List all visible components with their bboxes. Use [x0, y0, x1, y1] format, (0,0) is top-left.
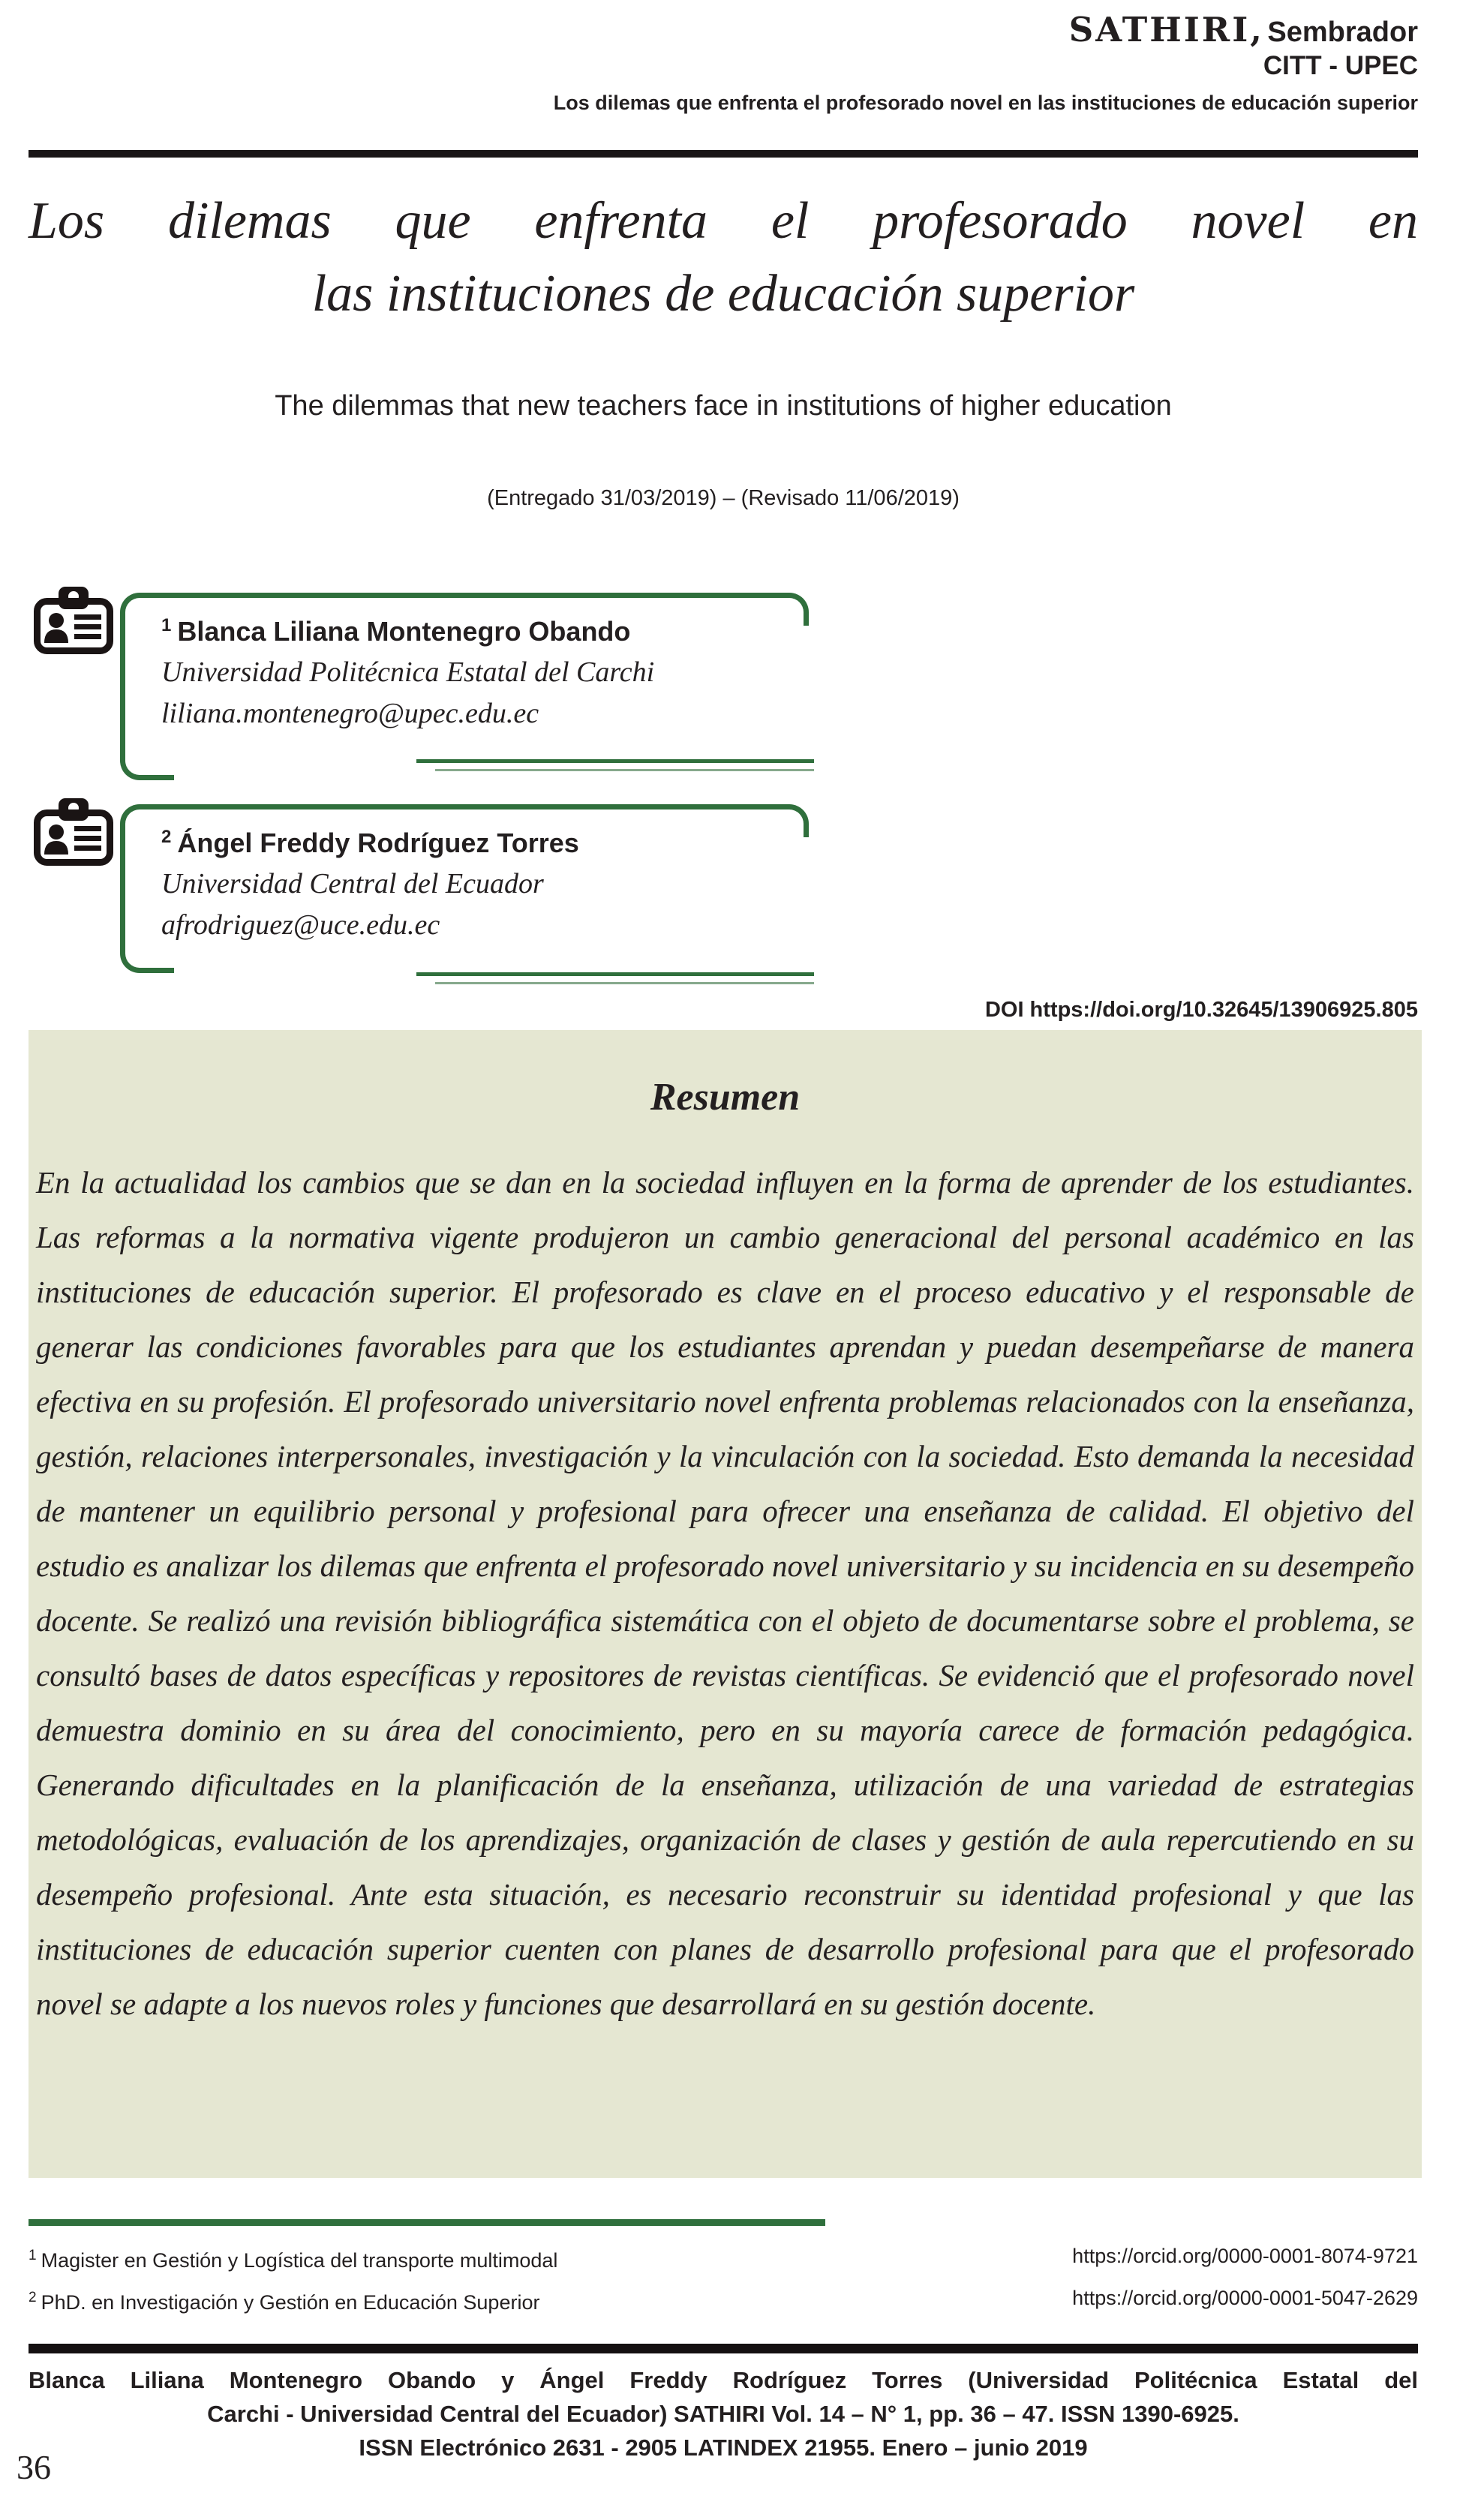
article-title-line1: Los dilemas que enfrenta el profesorado novel en — [29, 192, 1418, 250]
article-title-line2: las instituciones de educación superior — [311, 265, 1135, 323]
decor-line-dark — [416, 759, 814, 763]
decor-line-dark — [416, 972, 814, 976]
orcid-link[interactable]: https://orcid.org/0000-0001-8074-9721 — [1072, 2245, 1418, 2267]
article-title-english: The dilemmas that new teachers face in institutions of higher education — [275, 390, 1172, 422]
author-superscript: 1 — [161, 615, 172, 635]
article-title — [29, 185, 1418, 330]
decor-line-light — [435, 769, 814, 771]
author-affiliation: Universidad Central del Ecuador — [161, 868, 544, 900]
author-name-text: Blanca Liliana Montenegro Obando — [177, 616, 631, 647]
author-name — [161, 605, 654, 652]
footnote-text — [29, 2237, 557, 2279]
id-badge-icon — [34, 798, 113, 866]
page-header — [29, 11, 1418, 115]
journal-tagline: Sembrador — [1267, 17, 1418, 48]
citation-line2: Carchi - Universidad Central del Ecuador) SATHIRI Vol. 14 – N° 1, pp. 36 – 47. ISSN 1390-6925. — [207, 2401, 1239, 2427]
author-email-link[interactable]: afrodriguez@uce.edu.ec — [161, 909, 440, 941]
id-badge-icon — [34, 587, 113, 654]
footnotes — [29, 2237, 1418, 2321]
footnote-superscript: 2 — [29, 2290, 37, 2305]
author-email-link[interactable]: liliana.montenegro@upec.edu.ec — [161, 698, 539, 729]
orcid-link[interactable]: https://orcid.org/0000-0001-5047-2629 — [1072, 2287, 1418, 2309]
author-superscript: 2 — [161, 827, 172, 847]
citation-line1: Blanca Liliana Montenegro Obando y Ángel Freddy Rodríguez Torres (Universidad Politécnica Estatal del — [29, 2367, 1418, 2393]
footnote-credential: Magister en Gestión y Logística del transporte multimodal — [41, 2249, 558, 2272]
abstract-text: En la actualidad los cambios que se dan en la sociedad influyen en la forma de aprender de los estudiantes. Las reformas a la normativa vigente produjeron un cambio generacional del personal académico en las instituciones de educación superior. El profesorado es clave en el proceso educativo y el responsable de generar las condiciones favorables para que los estudiantes aprendan y puedan desempeñarse de manera efectiva en su profesión. El profesorado universitario novel enfrenta problemas relacionados con la enseñanza, gestión, relaciones interpersonales, investigación y la vinculación con la sociedad. Esto demanda la necesidad de mantener un equilibrio personal y profesional para ofrecer una enseñanza de calidad. El objetivo del estudio es analizar los dilemas que enfrenta el profesorado novel universitario y su incidencia en su desempeño docente. Se realizó una revisión bibliográfica sistemática con el objeto de documentarse sobre el problema, se consultó bases de datos específicas y repositores de revistas científicas. Se evidenció que el profesorado novel demuestra dominio en su área del conocimiento, pero en su mayoría carece de formación pedagógica. Generando dificultades en la planificación de la enseñanza, utilización de una variedad de estrategias metodológicas, evaluación de los aprendizajes, organización de clases y gestión de aula repercutiendo en su desempeño profesional. Ante esta situación, es necesario reconstruir su identidad profesional y que las instituciones de educación superior cuenten con planes de desarrollo profesional para que el profesorado novel se adapte a los nuevos roles y funciones que desarrollará en su gestión docente. — [36, 1165, 1414, 2021]
abstract-title: Resumen — [650, 1076, 801, 1119]
citation-block — [29, 2363, 1418, 2464]
author-info — [161, 605, 654, 734]
footnote-text — [29, 2279, 539, 2321]
journal-organization: CITT - UPEC — [1263, 50, 1418, 80]
journal-name: SATHIRI, — [1068, 10, 1264, 50]
running-title: Los dilemas que enfrenta el profesorado novel en las instituciones de educación superior — [553, 92, 1418, 114]
submission-dates: (Entregado 31/03/2019) – (Revisado 11/06/2019) — [487, 486, 960, 510]
header-divider — [29, 150, 1418, 158]
citation-line3: ISSN Electrónico 2631 - 2905 LATINDEX 21955. Enero – junio 2019 — [359, 2434, 1088, 2461]
abstract-section — [29, 1030, 1422, 2178]
footer-divider — [29, 2344, 1418, 2353]
author-affiliation: Universidad Politécnica Estatal del Carchi — [161, 656, 655, 688]
author-info — [161, 816, 579, 946]
decor-line-light — [435, 982, 814, 984]
footnote-row-2 — [29, 2279, 1418, 2321]
footnote-superscript: 1 — [29, 2248, 37, 2263]
footnote-row-1 — [29, 2237, 1418, 2279]
author-card-1 — [0, 593, 1484, 780]
journal-brand — [29, 11, 1418, 50]
author-name — [161, 816, 579, 864]
footnote-divider — [29, 2219, 825, 2226]
author-card-2 — [0, 804, 1484, 973]
page-number: 36 — [17, 2448, 51, 2486]
author-name-text: Ángel Freddy Rodríguez Torres — [177, 827, 579, 858]
doi-link[interactable]: DOI https://doi.org/10.32645/13906925.805 — [984, 998, 1418, 1022]
footnote-credential: PhD. en Investigación y Gestión en Educación Superior — [41, 2291, 540, 2314]
